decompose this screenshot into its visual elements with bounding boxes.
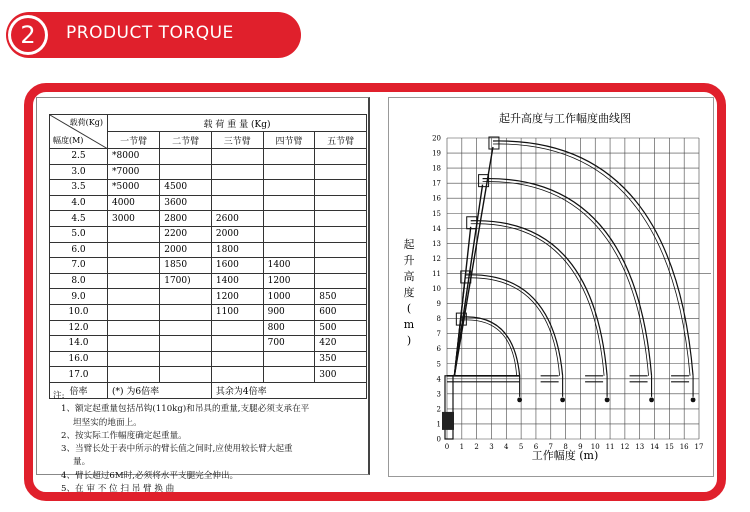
x-tick-label: 13 bbox=[635, 443, 645, 451]
y-tick-label: 15 bbox=[432, 209, 441, 218]
load-cell bbox=[263, 351, 315, 367]
load-cell bbox=[315, 149, 367, 165]
load-cell bbox=[211, 164, 263, 180]
load-cell: 1400 bbox=[211, 273, 263, 289]
load-cell: 3600 bbox=[160, 195, 212, 211]
boom-head bbox=[467, 217, 477, 229]
load-cell: 1850 bbox=[160, 258, 212, 274]
boom-section bbox=[454, 227, 470, 376]
section-title: PRODUCT TORQUE bbox=[66, 23, 234, 43]
load-cell bbox=[211, 367, 263, 383]
load-cell bbox=[211, 149, 263, 165]
load-table-panel bbox=[36, 97, 370, 495]
note-line: 3、当臂长处于表中所示的臂长值之间时,应使用较长臂大起重 bbox=[61, 444, 293, 455]
note-line: 2、按实际工作幅度确定起重量。 bbox=[61, 430, 187, 441]
x-tick-label: 14 bbox=[650, 443, 659, 451]
footer-note: 其余为4倍率 bbox=[211, 382, 366, 398]
radius-cell: 16.0 bbox=[50, 351, 108, 367]
boom-section bbox=[454, 147, 493, 376]
load-cell bbox=[263, 226, 315, 242]
radius-cell: 2.5 bbox=[50, 149, 108, 165]
radius-cell: 3.0 bbox=[50, 164, 108, 180]
reach-curve-inner bbox=[493, 144, 690, 376]
y-tick-label: 20 bbox=[432, 134, 441, 143]
load-cell: 2200 bbox=[160, 226, 212, 242]
table-row bbox=[50, 226, 367, 242]
x-tick-label: 6 bbox=[533, 443, 539, 451]
y-tick-label: 3 bbox=[436, 390, 441, 399]
table-row bbox=[50, 180, 367, 196]
note-line: 1、额定起重量包括吊钩(110kg)和吊具的重量,支腿必须支承在平 bbox=[61, 404, 310, 415]
load-cell bbox=[160, 304, 212, 320]
load-cell: 800 bbox=[263, 320, 315, 336]
load-cell: *5000 bbox=[108, 180, 160, 196]
note-line: 坦坚实的地面上。 bbox=[73, 417, 142, 428]
hook bbox=[649, 397, 654, 402]
load-cell: 4000 bbox=[108, 195, 160, 211]
notes-block bbox=[53, 390, 363, 495]
x-tick-label: 9 bbox=[578, 443, 583, 451]
x-tick-label: 0 bbox=[444, 443, 450, 451]
chart-y-axis-label bbox=[404, 237, 415, 347]
table-row bbox=[50, 149, 367, 165]
load-table bbox=[49, 114, 367, 399]
reach-curve bbox=[460, 317, 519, 376]
load-cell: 3000 bbox=[108, 211, 160, 227]
y-tick-label: 0 bbox=[436, 435, 441, 444]
y-axis-label-char: 升 bbox=[403, 254, 415, 267]
load-cell bbox=[315, 273, 367, 289]
load-cell bbox=[108, 226, 160, 242]
note-line: 5、在 审 不 位 扫 吊 臂 换 曲 bbox=[61, 484, 175, 495]
x-tick-label: 15 bbox=[664, 443, 674, 451]
x-tick-label: 12 bbox=[620, 443, 630, 451]
load-cell: 1200 bbox=[211, 289, 263, 305]
y-tick-label: 18 bbox=[432, 164, 441, 173]
note-line: 4、臂长超过6M时,必须将水平支腿完全伸出。 bbox=[61, 470, 239, 481]
note-line: 量。 bbox=[73, 457, 91, 468]
reach-curve bbox=[483, 179, 652, 376]
load-cell bbox=[160, 351, 212, 367]
lift-height-chart bbox=[389, 98, 715, 478]
x-tick-label: 10 bbox=[590, 443, 600, 451]
reach-curve-inner bbox=[460, 320, 516, 376]
y-tick-label: 1 bbox=[436, 420, 441, 429]
y-tick-label: 4 bbox=[436, 375, 441, 384]
y-axis-label-char: m bbox=[403, 318, 415, 331]
corner-label-radius: 幅度(M) bbox=[53, 136, 84, 145]
load-cell bbox=[160, 149, 212, 165]
table-row bbox=[50, 320, 367, 336]
load-cell: 1600 bbox=[211, 258, 263, 274]
y-tick-label: 16 bbox=[432, 194, 441, 203]
radius-cell: 5.0 bbox=[50, 226, 108, 242]
load-cell bbox=[211, 320, 263, 336]
table-row bbox=[50, 367, 367, 383]
boom-header-cell: 四节臂 bbox=[263, 132, 315, 149]
load-cell bbox=[315, 242, 367, 258]
x-tick-label: 2 bbox=[474, 443, 479, 451]
x-tick-label: 17 bbox=[694, 443, 704, 451]
load-cell: *7000 bbox=[108, 164, 160, 180]
radius-cell: 10.0 bbox=[50, 304, 108, 320]
table-row bbox=[50, 164, 367, 180]
radius-cell: 3.5 bbox=[50, 180, 108, 196]
y-tick-label: 7 bbox=[436, 330, 441, 339]
chart-title: 起升高度与工作幅度曲线图 bbox=[499, 112, 631, 125]
load-cell bbox=[263, 211, 315, 227]
y-tick-label: 19 bbox=[432, 149, 441, 158]
load-cell bbox=[160, 336, 212, 352]
load-cell: 4500 bbox=[160, 180, 212, 196]
footer-note: (*) 为6倍率 bbox=[108, 382, 212, 398]
table-corner-cell bbox=[50, 115, 108, 149]
load-cell: *8000 bbox=[108, 149, 160, 165]
crane-base bbox=[442, 412, 454, 430]
load-cell bbox=[263, 195, 315, 211]
y-tick-label: 10 bbox=[432, 285, 441, 293]
x-tick-label: 8 bbox=[563, 443, 568, 451]
radius-cell: 17.0 bbox=[50, 367, 108, 383]
load-cell: 1000 bbox=[263, 289, 315, 305]
y-tick-label: 13 bbox=[432, 239, 441, 248]
load-cell bbox=[108, 242, 160, 258]
load-cell: 350 bbox=[315, 351, 367, 367]
load-cell bbox=[263, 149, 315, 165]
load-cell: 420 bbox=[315, 336, 367, 352]
radius-cell: 12.0 bbox=[50, 320, 108, 336]
load-cell: 1800 bbox=[211, 242, 263, 258]
load-cell bbox=[315, 164, 367, 180]
x-tick-label: 3 bbox=[489, 443, 494, 451]
load-cell bbox=[211, 180, 263, 196]
load-cell bbox=[108, 289, 160, 305]
load-cell: 2000 bbox=[160, 242, 212, 258]
load-cell bbox=[211, 336, 263, 352]
corner-label-load: 载荷(Kg) bbox=[69, 118, 103, 127]
load-cell: 1400 bbox=[263, 258, 315, 274]
section-number-badge bbox=[8, 15, 48, 55]
y-axis-label-char: 高 bbox=[403, 270, 415, 283]
hook bbox=[691, 397, 696, 402]
load-cell bbox=[108, 273, 160, 289]
load-cell bbox=[160, 289, 212, 305]
y-tick-label: 5 bbox=[436, 360, 441, 369]
radius-cell: 4.5 bbox=[50, 211, 108, 227]
load-cell: 900 bbox=[263, 304, 315, 320]
table-row bbox=[50, 273, 367, 289]
table-row bbox=[50, 211, 367, 227]
y-tick-label: 17 bbox=[432, 179, 441, 188]
load-header: 载 荷 重 量 (Kg) bbox=[108, 115, 367, 132]
load-cell: 2600 bbox=[211, 211, 263, 227]
hook bbox=[517, 397, 522, 402]
load-cell bbox=[160, 164, 212, 180]
x-tick-label: 4 bbox=[504, 443, 509, 451]
radius-cell: 9.0 bbox=[50, 289, 108, 305]
reach-curve-inner bbox=[471, 224, 604, 376]
y-axis-label-char: ) bbox=[406, 334, 412, 347]
radius-cell: 14.0 bbox=[50, 336, 108, 352]
y-tick-label: 6 bbox=[436, 345, 441, 354]
notes-heading: 注: bbox=[53, 391, 65, 401]
lift-chart-panel bbox=[388, 97, 714, 477]
load-cell bbox=[263, 242, 315, 258]
boom-header-cell: 一节臂 bbox=[108, 132, 160, 149]
load-cell: 700 bbox=[263, 336, 315, 352]
hook bbox=[560, 397, 565, 402]
x-tick-label: 16 bbox=[679, 443, 689, 451]
load-cell bbox=[108, 304, 160, 320]
load-cell: 600 bbox=[315, 304, 367, 320]
x-tick-label: 1 bbox=[459, 443, 465, 451]
load-cell: 1700) bbox=[160, 273, 212, 289]
load-cell: 300 bbox=[315, 367, 367, 383]
load-cell: 500 bbox=[315, 320, 367, 336]
chart-curves bbox=[460, 141, 695, 402]
table-row bbox=[50, 242, 367, 258]
footer-label: 倍率 bbox=[50, 382, 108, 398]
x-tick-label: 5 bbox=[518, 443, 524, 451]
load-cell bbox=[108, 320, 160, 336]
y-tick-label: 12 bbox=[432, 254, 441, 263]
load-cell: 1100 bbox=[211, 304, 263, 320]
y-tick-label: 8 bbox=[436, 315, 441, 324]
table-row bbox=[50, 289, 367, 305]
load-cell bbox=[315, 258, 367, 274]
radius-cell: 4.0 bbox=[50, 195, 108, 211]
y-tick-label: 11 bbox=[432, 269, 441, 278]
x-tick-label: 11 bbox=[605, 443, 615, 451]
radius-cell: 7.0 bbox=[50, 258, 108, 274]
load-cell bbox=[315, 195, 367, 211]
table-row bbox=[50, 336, 367, 352]
radius-cell: 8.0 bbox=[50, 273, 108, 289]
load-cell bbox=[263, 367, 315, 383]
boom-header-cell: 二节臂 bbox=[160, 132, 212, 149]
table-row bbox=[50, 258, 367, 274]
load-cell: 2000 bbox=[211, 226, 263, 242]
y-axis-label-char: 度 bbox=[403, 286, 415, 299]
table-row bbox=[50, 304, 367, 320]
load-cell: 2800 bbox=[160, 211, 212, 227]
table-row bbox=[50, 195, 367, 211]
hook bbox=[605, 397, 610, 402]
load-cell bbox=[160, 320, 212, 336]
load-cell bbox=[315, 211, 367, 227]
load-cell bbox=[315, 226, 367, 242]
load-cell bbox=[160, 367, 212, 383]
load-cell: 1200 bbox=[263, 273, 315, 289]
table-row bbox=[50, 351, 367, 367]
load-cell bbox=[108, 336, 160, 352]
load-cell bbox=[211, 351, 263, 367]
reach-curve-inner bbox=[465, 278, 560, 376]
chart-ticks bbox=[432, 135, 703, 452]
boom-header-cell: 五节臂 bbox=[315, 132, 367, 149]
load-cell bbox=[263, 180, 315, 196]
boom-header-cell: 三节臂 bbox=[211, 132, 263, 149]
section-number: 2 bbox=[11, 18, 45, 52]
radius-cell: 6.0 bbox=[50, 242, 108, 258]
x-tick-label: 7 bbox=[548, 443, 553, 451]
load-cell bbox=[108, 351, 160, 367]
boom-head bbox=[489, 137, 499, 149]
y-tick-label: 9 bbox=[436, 300, 441, 309]
chart-x-axis-label: 工作幅度 (m) bbox=[531, 449, 599, 462]
y-tick-label: 2 bbox=[436, 405, 441, 414]
y-tick-label: 14 bbox=[432, 224, 441, 233]
load-cell bbox=[263, 164, 315, 180]
load-cell bbox=[315, 180, 367, 196]
load-cell bbox=[211, 195, 263, 211]
load-cell bbox=[108, 258, 160, 274]
load-cell bbox=[108, 367, 160, 383]
load-cell: 850 bbox=[315, 289, 367, 305]
y-axis-label-char: ( bbox=[406, 302, 412, 315]
y-axis-label-char: 起 bbox=[403, 238, 415, 251]
